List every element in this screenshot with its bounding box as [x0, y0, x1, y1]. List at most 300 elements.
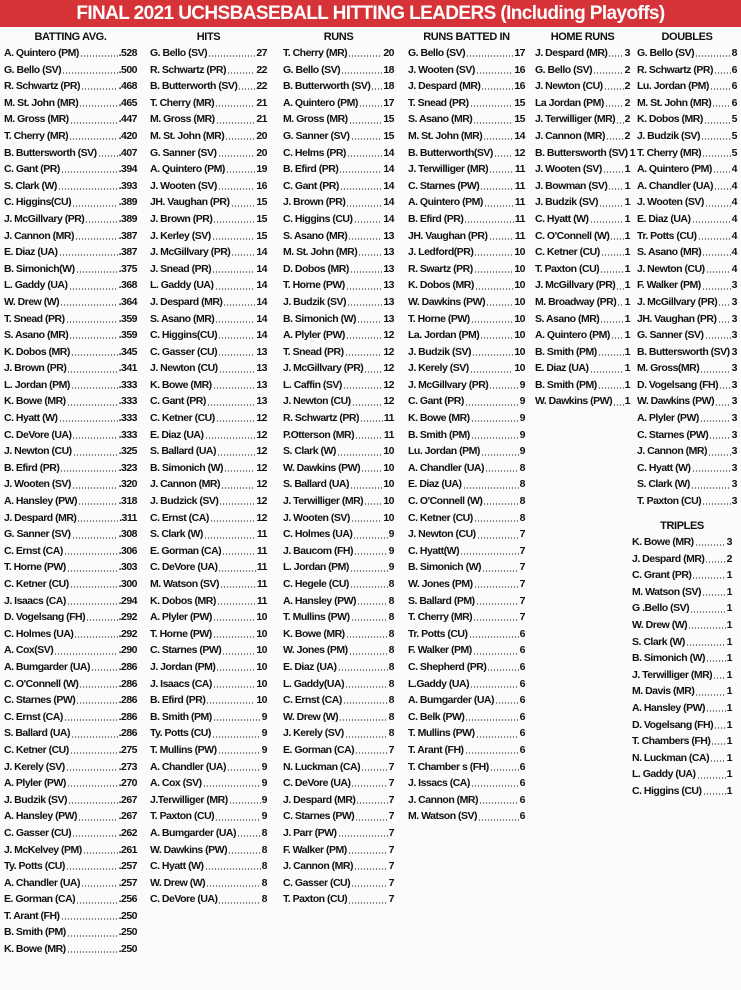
dot-leader [68, 802, 118, 804]
dot-leader [351, 520, 382, 522]
player-name: C. Gasser (CU) [4, 826, 72, 839]
dot-leader [80, 55, 118, 57]
dot-leader [474, 520, 519, 522]
dot-leader [470, 371, 514, 373]
stat-value: 7 [388, 843, 394, 856]
player-name: JH. Vaughan (PR) [150, 196, 230, 209]
stat-value: 8 [388, 578, 394, 590]
dot-leader [348, 55, 382, 57]
stat-value: 14 [256, 312, 267, 325]
player-name: C. Holmes (UA) [4, 627, 74, 640]
dot-leader [593, 72, 624, 74]
dot-leader [349, 653, 388, 655]
player-name: D. Vogelsang (FH) [637, 378, 719, 391]
stat-value: .300 [118, 578, 137, 590]
leader-row [150, 526, 267, 543]
stat-value: .250 [118, 943, 137, 956]
player-name: B. Buttersworth (SV) [535, 146, 628, 159]
dot-leader [608, 55, 623, 57]
dot-leader [590, 371, 624, 373]
stat-value: .286 [118, 677, 137, 690]
player-name: A. Bumgarder (UA) [150, 826, 237, 839]
leader-row [637, 261, 737, 278]
stat-value: 12 [514, 146, 525, 159]
stat-value: 9 [519, 395, 525, 408]
leader-row [632, 783, 732, 800]
leader-row [408, 95, 525, 112]
stat-value: 10 [514, 362, 525, 375]
stat-value: 9 [261, 793, 267, 806]
player-name: J. Brown (PR) [150, 212, 213, 225]
dot-leader [76, 271, 118, 273]
dot-leader [471, 437, 519, 439]
stat-value: 1 [629, 146, 636, 159]
player-name: T. Cherry (MR) [150, 96, 215, 109]
dot-leader [702, 288, 731, 290]
dot-leader [64, 553, 118, 555]
dot-leader [705, 205, 731, 207]
stat-value: 8 [261, 893, 267, 906]
stat-value: 7 [388, 826, 394, 839]
dot-leader [81, 885, 118, 887]
leader-row [150, 95, 267, 112]
dot-leader [223, 304, 255, 306]
dot-leader [495, 702, 519, 704]
dot-leader [69, 288, 118, 290]
player-name: C. O'Connell (W) [535, 229, 610, 242]
player-name: D. Vogelsang (FH) [4, 611, 86, 624]
leader-row [150, 178, 267, 195]
leader-row [283, 145, 394, 162]
leader-row [150, 460, 267, 477]
stat-value: 6 [519, 743, 525, 756]
dot-leader [343, 387, 382, 389]
player-name: E. Diaz (UA) [637, 212, 691, 225]
player-name: J. Kerely (SV) [283, 727, 344, 740]
leader-row [150, 609, 267, 626]
leader-row [637, 360, 737, 377]
stat-value: 3 [731, 345, 738, 358]
leader-row [637, 244, 737, 261]
leader-row [283, 775, 394, 792]
leader-row [283, 858, 394, 875]
dot-leader [70, 752, 118, 754]
player-name: E. Diaz (UA) [4, 246, 58, 259]
player-name: A. Plyler (PW) [283, 329, 345, 342]
player-name: G. Bello (SV) [408, 47, 466, 59]
stat-value: 1 [726, 602, 732, 615]
player-name: E. Diaz (UA) [283, 660, 337, 673]
stat-value: 1 [624, 262, 630, 275]
dot-leader [703, 793, 726, 795]
dot-leader [346, 337, 382, 339]
stat-value: 1 [624, 295, 630, 308]
dot-leader [606, 138, 624, 140]
dot-leader [705, 561, 725, 563]
player-name: C. Hegele (CU) [283, 578, 349, 590]
player-name: N. Luckman (CA) [632, 751, 710, 764]
dot-leader [695, 544, 726, 546]
stat-value: 14 [383, 179, 394, 192]
dot-leader [713, 677, 726, 679]
dot-leader [351, 885, 388, 887]
stat-value: 9 [519, 412, 525, 425]
dot-leader [215, 819, 260, 821]
stat-value: 16 [514, 80, 525, 93]
player-name: C. Gant (PR) [4, 163, 60, 176]
dot-leader [228, 852, 261, 854]
stat-value: 13 [383, 229, 394, 242]
dot-leader [466, 55, 513, 57]
dot-leader [72, 537, 118, 539]
player-name: J. McGillvary (PR) [283, 362, 364, 375]
stat-value: 5 [731, 129, 737, 142]
dot-leader [77, 520, 118, 522]
player-name: E. Diaz (UA) [408, 478, 462, 491]
leader-row [408, 709, 525, 726]
player-name: C. O'Connell (W) [408, 495, 483, 508]
leader-row [637, 161, 737, 178]
player-name: L. Jordan (PM) [283, 561, 349, 574]
leader-row [535, 62, 630, 79]
leader-row [150, 62, 267, 79]
player-name: T. Cherry (MR) [408, 611, 473, 624]
leader-row [637, 111, 737, 128]
dot-leader [695, 694, 725, 696]
dot-leader [81, 88, 118, 90]
player-name: Lu. Jordan (PM) [408, 445, 480, 458]
dot-leader [62, 72, 117, 74]
stat-value: 12 [383, 378, 394, 391]
stat-value: 1 [726, 652, 732, 665]
leader-row [4, 642, 137, 659]
stat-value: 8 [388, 677, 394, 690]
leader-row [637, 45, 737, 62]
stat-value: 12 [256, 428, 267, 441]
player-name: C. Ernst (CA) [283, 694, 342, 707]
stat-value: .270 [118, 777, 137, 790]
player-name: D. Dobos (MR) [283, 262, 349, 275]
player-name: A. Plyler (PW) [637, 412, 699, 425]
leader-row [150, 194, 267, 211]
leader-row [4, 875, 137, 892]
dot-leader [471, 321, 514, 323]
leader-row [150, 576, 267, 593]
player-name: A. Plyler (PW) [4, 777, 66, 790]
stat-value: 14 [256, 295, 267, 308]
section-heading: HITS [196, 31, 221, 43]
leader-row [283, 626, 394, 643]
dot-leader [485, 470, 519, 472]
dot-leader [208, 55, 255, 57]
dot-leader [218, 752, 261, 754]
leader-row [408, 460, 525, 477]
dot-leader [66, 321, 118, 323]
dot-leader [465, 752, 519, 754]
stat-value: .262 [118, 826, 137, 839]
player-name: B. Simonich(W) [4, 262, 75, 275]
hits-section [150, 29, 267, 908]
dot-leader [346, 205, 382, 207]
player-name: W. Dawkins (PW) [150, 843, 228, 856]
stat-value: 1 [726, 718, 732, 731]
leader-row [283, 543, 394, 560]
dot-leader [213, 719, 261, 721]
leader-row [637, 327, 737, 344]
stat-value: .292 [118, 627, 137, 640]
player-name: T. Paxton (CU) [283, 893, 348, 906]
dot-leader [345, 354, 383, 356]
stat-value: 16 [514, 63, 525, 76]
leader-row [637, 228, 737, 245]
leader-row [408, 277, 525, 294]
stat-value: 7 [388, 876, 394, 889]
leader-row [283, 493, 394, 510]
player-name: C. Helms (PR) [283, 146, 346, 159]
dot-leader [219, 503, 255, 505]
dot-leader [229, 802, 261, 804]
stat-value: .389 [118, 196, 137, 209]
stat-value: 7 [388, 860, 394, 873]
player-name: C. Gasser (CU) [283, 876, 351, 889]
leader-row [150, 858, 267, 875]
player-name: C. Ketner (CU) [4, 578, 69, 590]
leader-row [283, 576, 394, 593]
dot-leader [472, 354, 513, 356]
rbi-section [408, 29, 525, 825]
player-name: S. Ballard (UA) [150, 445, 217, 458]
dot-leader [205, 437, 256, 439]
stat-value: .333 [118, 378, 137, 391]
player-name: K. Bowe (MR) [4, 395, 66, 408]
stat-value: 18 [383, 63, 394, 76]
dot-leader [83, 852, 118, 854]
dot-leader [59, 420, 118, 422]
stat-value: 8 [261, 843, 267, 856]
leader-row [283, 742, 394, 759]
player-name: Tr. Potts (CU) [637, 229, 697, 242]
player-name: T. Chamber s (FH) [408, 760, 489, 773]
leader-row [283, 476, 394, 493]
dot-leader [610, 238, 623, 240]
dot-leader [604, 88, 624, 90]
leader-row [408, 742, 525, 759]
stat-value: 18 [383, 80, 394, 93]
dot-leader [70, 586, 118, 588]
player-name: T. Paxton (CU) [535, 262, 600, 275]
leader-row [150, 311, 267, 328]
leader-row [4, 377, 137, 394]
dot-leader [471, 785, 519, 787]
leader-row [4, 709, 137, 726]
leader-row [150, 626, 267, 643]
stat-value: 1 [726, 585, 732, 598]
leader-row [637, 178, 737, 195]
leader-row [637, 493, 737, 510]
leader-row [4, 526, 137, 543]
dot-leader [351, 138, 383, 140]
stat-value: 7 [388, 793, 394, 806]
player-name: C. Hyatt(W) [408, 544, 460, 557]
leader-row [150, 775, 267, 792]
player-name: J. Bowman (SV) [535, 179, 608, 192]
dot-leader [371, 88, 382, 90]
dot-leader [345, 686, 388, 688]
player-name: M. St. John (MR) [408, 129, 483, 142]
stat-value: .286 [118, 727, 137, 740]
stat-value: 19 [256, 163, 267, 176]
leader-row [4, 659, 137, 676]
player-name: R. Swartz (PR) [408, 262, 473, 275]
dot-leader [698, 238, 731, 240]
player-name: K. Bowe (MR) [283, 627, 345, 640]
dot-leader [700, 420, 731, 422]
stat-value: .306 [118, 544, 137, 557]
player-name: T. Paxton (CU) [637, 495, 702, 508]
stat-value: 21 [256, 96, 267, 109]
player-name: M. Broadway (PR) [535, 295, 617, 308]
dot-leader [347, 155, 382, 157]
stat-value: .500 [118, 63, 137, 76]
stat-value: 10 [383, 461, 394, 474]
player-name: A. Bumgarder (UA) [4, 660, 91, 673]
leader-row [150, 45, 267, 62]
dot-leader [482, 570, 519, 572]
stat-value: 1 [624, 163, 630, 176]
leader-row [535, 377, 630, 394]
stat-value: 21 [256, 113, 267, 126]
stat-value: 12 [383, 362, 394, 375]
player-name: B. Efird (PR) [283, 163, 339, 176]
player-name: T. Arant (FH) [408, 743, 464, 756]
leader-row [4, 510, 137, 527]
leader-row [150, 344, 267, 361]
dot-leader [480, 188, 514, 190]
stat-value: 10 [514, 295, 525, 308]
leader-row [408, 294, 525, 311]
leader-row [283, 244, 394, 261]
leader-row [4, 78, 137, 95]
dot-leader [598, 354, 624, 356]
stat-value: 9 [261, 810, 267, 823]
dot-leader [213, 619, 255, 621]
leader-row [283, 111, 394, 128]
leader-row [632, 534, 732, 551]
leader-row [150, 145, 267, 162]
leader-row [283, 377, 394, 394]
dot-leader [712, 105, 730, 107]
stat-value: 10 [514, 329, 525, 342]
stat-value: 15 [256, 229, 267, 242]
stat-value: 10 [514, 345, 525, 358]
player-name: A. Hansley (PW) [283, 594, 357, 607]
player-name: R. Schwartz (PR) [637, 63, 714, 76]
stat-value: 6 [519, 727, 525, 740]
leader-row [4, 327, 137, 344]
dot-leader [210, 520, 255, 522]
stat-value: 11 [514, 163, 525, 176]
stat-value: 3 [731, 478, 737, 491]
stat-value: 1 [624, 212, 630, 225]
leader-row [408, 659, 525, 676]
dot-leader [75, 238, 118, 240]
dot-leader [470, 686, 519, 688]
stat-value: 3 [731, 445, 737, 458]
stat-value: .318 [118, 495, 137, 508]
player-name: C. Hyatt (W) [4, 412, 58, 425]
dot-leader [704, 122, 731, 124]
player-name: J. Wooten (SV) [283, 511, 350, 524]
leader-row [283, 759, 394, 776]
dot-leader [216, 669, 255, 671]
dot-leader [340, 188, 382, 190]
leader-row [637, 194, 737, 211]
stat-value: 1 [726, 618, 732, 631]
leader-row [632, 551, 732, 568]
dot-leader [346, 288, 383, 290]
stat-value: 15 [514, 96, 525, 109]
leader-row [408, 111, 525, 128]
dot-leader [69, 337, 117, 339]
section-heading: TRIPLES [660, 520, 704, 532]
stat-value: .323 [118, 461, 137, 474]
section-heading: RUNS [323, 31, 354, 43]
stat-value: 3 [731, 295, 737, 308]
leader-row [637, 476, 737, 493]
dot-leader [600, 321, 623, 323]
dot-leader [349, 122, 383, 124]
stat-value: 13 [383, 262, 394, 275]
leader-row [637, 393, 737, 410]
player-name: M. Gross (MR) [150, 113, 215, 126]
dot-leader [479, 802, 519, 804]
stat-value: 10 [383, 511, 394, 524]
player-name: J. Isaacs (CA) [150, 677, 212, 690]
player-name: K. Bowe (MR) [632, 536, 694, 548]
player-name: E. Diaz (UA) [535, 362, 589, 375]
dot-leader [78, 503, 118, 505]
player-name: S. Asano (MR) [535, 312, 600, 325]
stat-value: .294 [118, 594, 137, 607]
leader-row [4, 410, 137, 427]
player-name: C. Higgins (CU) [283, 212, 353, 225]
dot-leader [226, 171, 255, 173]
leader-row [4, 360, 137, 377]
dot-leader [357, 603, 388, 605]
stat-value: .286 [118, 694, 137, 707]
leader-row [150, 792, 267, 809]
dot-leader [350, 487, 382, 489]
dot-leader [692, 577, 725, 579]
stat-value: 6 [731, 96, 737, 109]
dot-leader [476, 72, 513, 74]
dot-leader [697, 777, 726, 779]
dot-leader [67, 935, 118, 937]
stat-value: 14 [256, 279, 267, 292]
dot-leader [719, 387, 731, 389]
player-name: B. Simonich (W) [408, 561, 481, 574]
player-name: L. Gaddy (UA) [150, 279, 214, 292]
dot-leader [706, 271, 731, 273]
player-name: K. Bowe (MR) [150, 378, 212, 391]
player-name: C. O'Connell (W) [4, 677, 79, 690]
leader-row [408, 377, 525, 394]
dot-leader [67, 371, 117, 373]
player-name: A. Chandler (UA) [4, 876, 80, 889]
section-heading: DOUBLES [661, 31, 713, 43]
stat-value: 7 [388, 743, 394, 756]
dot-leader [205, 868, 261, 870]
